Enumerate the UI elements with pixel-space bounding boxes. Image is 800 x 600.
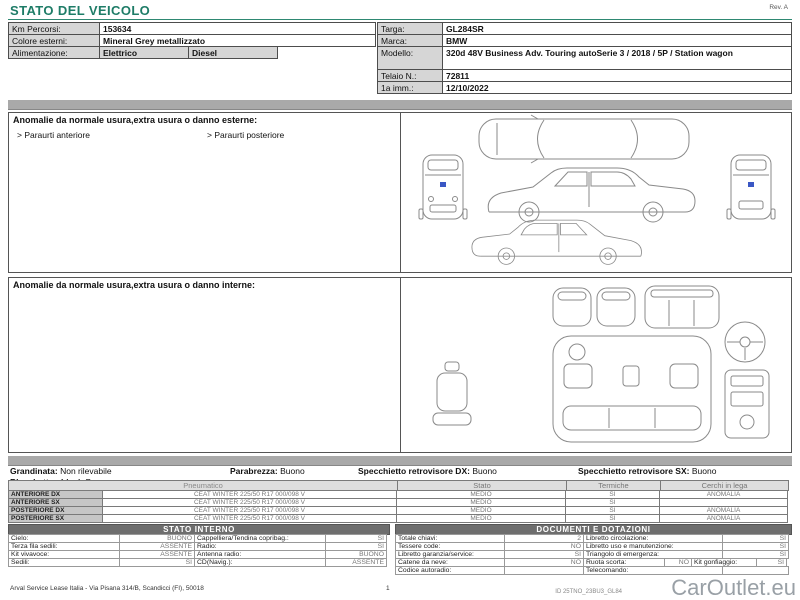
chassis-label: Telaio N.: bbox=[377, 69, 443, 82]
field-label: Codice autoradio: bbox=[395, 566, 505, 575]
caroutlet-watermark: CarOutlet.eu bbox=[671, 575, 796, 600]
tire-spec: CEAT WINTER 225/50 R17 000/098 V bbox=[102, 506, 397, 515]
table-row bbox=[395, 566, 792, 575]
field-label: Kit gonfiaggio: bbox=[691, 558, 757, 567]
field-value: SI bbox=[756, 558, 787, 567]
field-value: BUONO bbox=[119, 534, 195, 543]
exterior-diagram-area bbox=[401, 113, 791, 272]
tire-position: POSTERIORE DX bbox=[8, 506, 103, 515]
field-value: BUONO bbox=[325, 550, 387, 559]
field-label: Ruota scorta: bbox=[583, 558, 665, 567]
tire-winter: SI bbox=[565, 514, 660, 523]
stato-interno-title: STATO INTERNO bbox=[8, 524, 390, 535]
tire-winter: SI bbox=[565, 490, 660, 499]
fuel-value-electric: Elettrico bbox=[99, 46, 189, 59]
km-value: 153634 bbox=[99, 22, 376, 35]
brand-label: Marca: bbox=[377, 34, 443, 47]
vehicle-info-right bbox=[377, 23, 792, 94]
windshield-status: Parabrezza: Buono bbox=[230, 466, 305, 476]
color-value: Mineral Grey metallizzato bbox=[99, 34, 376, 47]
steering-wheel bbox=[725, 322, 765, 362]
chassis-value: 72811 bbox=[442, 69, 792, 82]
field-label: Terza fila sedili: bbox=[8, 542, 120, 551]
field-value: SI bbox=[504, 550, 584, 559]
field-value: SI bbox=[325, 534, 387, 543]
documenti-table bbox=[395, 524, 792, 575]
interior-diagram-area bbox=[401, 278, 791, 452]
field-label: Kit vivavoce: bbox=[8, 550, 120, 559]
field-value: NO bbox=[504, 558, 584, 567]
field-value: SI bbox=[722, 550, 789, 559]
table-row bbox=[8, 514, 792, 523]
footer-company: Arval Service Lease Italia - Via Pisana 314/B, Scandicci (FI), 50018 bbox=[10, 585, 204, 592]
mirror-sx-status: Specchietto retrovisore SX: Buono bbox=[578, 466, 717, 476]
field-label: CD(Navig.): bbox=[194, 558, 326, 567]
tires-col-stato: Stato bbox=[397, 480, 567, 491]
field-value: ASSENTE bbox=[119, 550, 195, 559]
tire-spec: CEAT WINTER 225/50 R17 000/098 V bbox=[102, 498, 397, 507]
cabin-plan-view bbox=[553, 336, 711, 442]
field-label: Totale chiavi: bbox=[395, 534, 505, 543]
model-value: 320d 48V Business Adv. Touring autoSerie 3 / 2018 / 5P / Station wagon bbox=[442, 46, 792, 70]
field-value: SI bbox=[119, 558, 195, 567]
plate-value: GL284SR bbox=[442, 22, 792, 35]
exterior-anomaly-item: > Paraurti posteriore bbox=[207, 130, 285, 140]
damage-marker-rear bbox=[748, 182, 754, 187]
field-value: ASSENTE bbox=[119, 542, 195, 551]
tires-col-pneumatico: Pneumatico bbox=[8, 480, 398, 491]
revision-label: Rev. A bbox=[769, 4, 788, 11]
field-value: 2 bbox=[504, 534, 584, 543]
field-label: Triangolo di emergenza: bbox=[583, 550, 723, 559]
exterior-anomaly-item: > Paraurti anteriore bbox=[17, 130, 90, 140]
tire-rim: ANOMALIA bbox=[659, 490, 788, 499]
tire-state: MEDIO bbox=[396, 498, 566, 507]
exterior-anomalies-section bbox=[8, 112, 792, 273]
first-reg-label: 1a imm.: bbox=[377, 81, 443, 94]
documenti-title: DOCUMENTI E DOTAZIONI bbox=[395, 524, 792, 535]
tire-spec: CEAT WINTER 225/50 R17 000/098 V bbox=[102, 514, 397, 523]
field-label: Sedili: bbox=[8, 558, 120, 567]
field-value bbox=[504, 566, 584, 575]
tire-winter: SI bbox=[565, 506, 660, 515]
stato-interno-table bbox=[8, 524, 390, 567]
tire-position: POSTERIORE SX bbox=[8, 514, 103, 523]
car-front-view bbox=[419, 155, 467, 219]
field-label: Cappelliera/Tendina copribag.: bbox=[194, 534, 326, 543]
car-top-view bbox=[479, 115, 689, 163]
tire-position: ANTERIORE SX bbox=[8, 498, 103, 507]
footer-page-number: 1 bbox=[386, 585, 390, 592]
field-value: ASSENTE bbox=[325, 558, 387, 567]
interior-anomalies-heading: Anomalie da normale usura,extra usura o danno interne: bbox=[13, 280, 256, 290]
car-side-view bbox=[488, 168, 695, 222]
tire-winter: SI bbox=[565, 498, 660, 507]
tire-state: MEDIO bbox=[396, 490, 566, 499]
car-rear-view bbox=[727, 155, 775, 219]
field-value: SI bbox=[722, 534, 789, 543]
field-label: Catene da neve: bbox=[395, 558, 505, 567]
field-label: Radio: bbox=[194, 542, 326, 551]
km-label: Km Percorsi: bbox=[8, 22, 100, 35]
field-value: NO bbox=[504, 542, 584, 551]
car-side-view-mirrored bbox=[472, 220, 642, 264]
field-value: SI bbox=[722, 542, 789, 551]
tire-state: MEDIO bbox=[396, 514, 566, 523]
title-rule bbox=[8, 19, 792, 20]
rear-bench-top-view bbox=[645, 286, 719, 328]
tires-col-cerchi: Cerchi in lega bbox=[660, 480, 789, 491]
dashboard-console bbox=[725, 370, 769, 438]
plate-label: Targa: bbox=[377, 22, 443, 35]
tire-rim: ANOMALIA bbox=[659, 506, 788, 515]
separator-bar bbox=[8, 456, 792, 466]
vehicle-info-left bbox=[8, 23, 376, 59]
field-label: Telecomando: bbox=[583, 566, 723, 575]
front-seats-top-view bbox=[553, 288, 635, 326]
field-value bbox=[722, 566, 789, 575]
field-label: Cielo: bbox=[8, 534, 120, 543]
tires-table bbox=[8, 481, 792, 523]
tire-spec: CEAT WINTER 225/50 R17 000/098 V bbox=[102, 490, 397, 499]
field-label: Libretto garanzia/service: bbox=[395, 550, 505, 559]
exterior-anomalies-heading: Anomalie da normale usura,extra usura o danno esterne: bbox=[13, 115, 258, 125]
field-label: Libretto uso e manutenzione: bbox=[583, 542, 723, 551]
field-label: Libretto circolazione: bbox=[583, 534, 723, 543]
tire-rim: ANOMALIA bbox=[659, 514, 788, 523]
field-label: Tessere code: bbox=[395, 542, 505, 551]
first-reg-value: 12/10/2022 bbox=[442, 81, 792, 94]
tires-col-termiche: Termiche bbox=[566, 480, 661, 491]
interior-anomalies-section bbox=[8, 277, 792, 453]
table-row bbox=[8, 558, 390, 567]
brand-value: BMW bbox=[442, 34, 792, 47]
footer-document-id: ID 25TNO_23BU3_GL84 bbox=[555, 589, 622, 595]
exterior-diagram bbox=[401, 113, 791, 272]
fuel-value-diesel: Diesel bbox=[188, 46, 278, 59]
model-label: Modello: bbox=[377, 46, 443, 70]
field-value: SI bbox=[325, 542, 387, 551]
hail-status: Grandinata: Non rilevabile bbox=[10, 466, 112, 476]
mirror-dx-status: Specchietto retrovisore DX: Buono bbox=[358, 466, 497, 476]
field-value: NO bbox=[664, 558, 692, 567]
fuel-label: Alimentazione: bbox=[8, 46, 100, 59]
field-label: Antenna radio: bbox=[194, 550, 326, 559]
page-title: STATO DEL VEICOLO bbox=[10, 3, 151, 18]
tire-state: MEDIO bbox=[396, 506, 566, 515]
interior-diagram bbox=[401, 278, 791, 452]
tire-position: ANTERIORE DX bbox=[8, 490, 103, 499]
color-label: Colore esterni: bbox=[8, 34, 100, 47]
damage-marker-front bbox=[440, 182, 446, 187]
single-seat-front-view bbox=[433, 362, 471, 425]
separator-bar bbox=[8, 100, 792, 110]
